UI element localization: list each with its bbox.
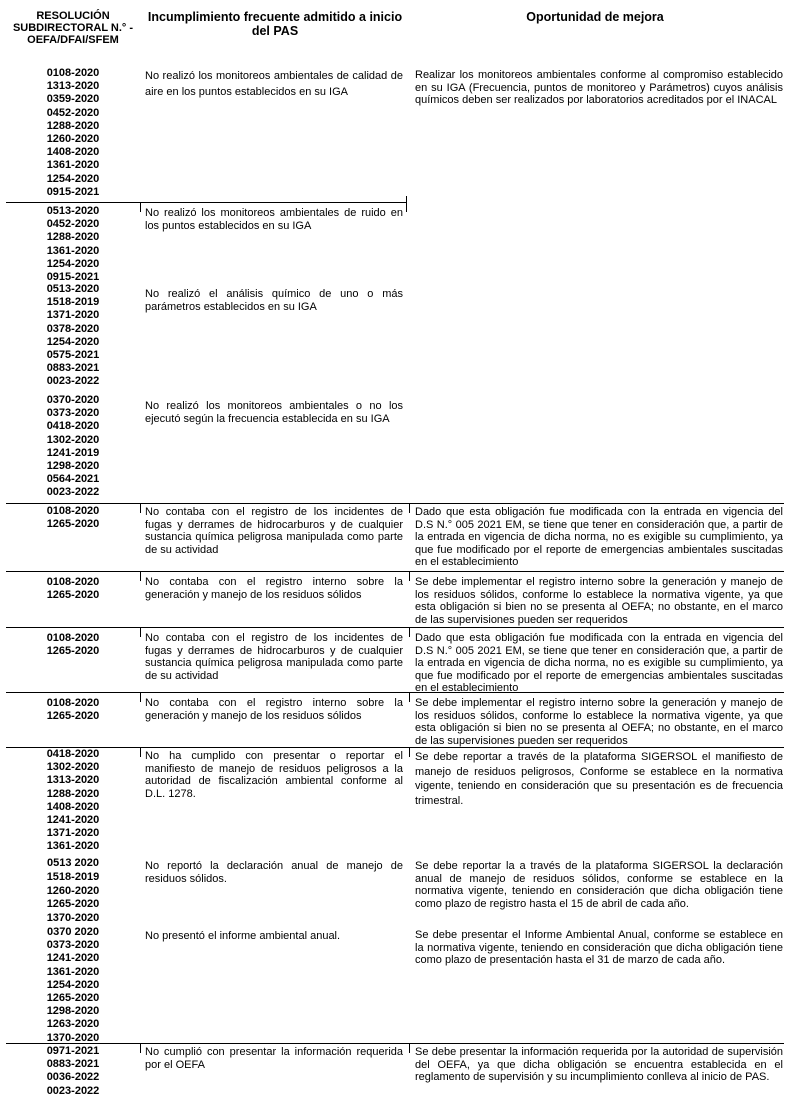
resolution-code: 1265-2020	[46, 992, 100, 1005]
resolution-code: 1265-2020	[46, 589, 100, 602]
column-divider	[140, 1043, 141, 1053]
table-row	[6, 747, 786, 855]
incumplimiento-text: No realizó los monitoreos ambientales de calidad de aire en los puntos establecidos en su IGA	[145, 70, 403, 98]
resolution-code: 1302-2020	[46, 761, 100, 774]
incumplimiento-text: No cumplió con presentar la información requerida por el OEFA	[145, 1046, 403, 1071]
resolution-code: 0513-2020	[46, 205, 100, 217]
resolution-code: 0108-2020	[46, 576, 100, 588]
resolution-code: 0418-2020	[46, 748, 100, 760]
resolution-code: 0513-2020	[46, 283, 100, 295]
table-row	[6, 503, 786, 571]
column-divider	[406, 196, 407, 212]
incumplimiento-text: No contaba con el registro interno sobre la generación y manejo de los residuos sólidos	[145, 576, 403, 601]
incumplimiento-text: No contaba con el registro de los incidentes de fugas y derrames de hidrocarburos y de cualquier sustancia química peligrosa manipulada como parte de su actividad	[145, 506, 403, 556]
table-row	[6, 1043, 786, 1104]
resolution-code: 0575-2021	[46, 349, 100, 362]
resolution-code: 0452-2020	[46, 106, 100, 119]
resolution-codes	[6, 1045, 140, 1098]
table-row	[6, 394, 786, 506]
resolution-codes	[6, 857, 140, 926]
oportunidad-text: Se debe reportar a través de la plataforma SIGERSOL el manifiesto de manejo de residuos peligrosos, Conforme se establece en la normativa vigente, teniendo en consideración que su presentación es de frecuencia trimestral.	[415, 751, 783, 807]
resolution-code: 1371-2020	[46, 309, 100, 322]
resolution-code: 1408-2020	[46, 146, 100, 159]
incumplimiento-text: No realizó los monitoreos ambientales de ruido en los puntos establecidos en su IGA	[145, 207, 403, 232]
resolution-code: 0370-2020	[46, 394, 100, 406]
resolution-code: 1254-2020	[46, 257, 100, 270]
column-divider	[140, 692, 141, 702]
resolution-codes	[6, 505, 140, 531]
resolution-code: 0915-2021	[46, 185, 100, 198]
resolution-code: 1260-2020	[46, 133, 100, 146]
resolution-codes	[6, 632, 140, 658]
resolution-code: 1298-2020	[46, 1005, 100, 1018]
resolution-code: 1241-2020	[46, 952, 100, 965]
table-row	[6, 925, 786, 1045]
resolution-code: 0418-2020	[46, 420, 100, 433]
oportunidad-text: Se debe implementar el registro interno sobre la generación y manejo de los residuos sólidos, conforme lo establece la normativa vigente, ya que esta obligación si bien no se presenta al OEFA; no obstante, en el marco de las supervisiones pueden ser requeridos	[415, 576, 783, 626]
oportunidad-text: Se debe implementar el registro interno sobre la generación y manejo de los residuos sólidos, conforme lo establece la normativa vigente, ya que esta obligación si bien no se presenta al OEFA; no obstante, en el marco de las supervisiones pueden ser requeridos	[415, 697, 783, 747]
resolution-code: 0108-2020	[46, 505, 100, 517]
resolution-code: 1371-2020	[46, 827, 100, 840]
resolution-code: 1298-2020	[46, 460, 100, 473]
oportunidad-text: Se debe presentar el Informe Ambiental Anual, conforme se establece en la normativa vigente, teniendo en consideración que dicha obligación tiene como plazo de presentación hasta el 31 de marzo de cada año.	[415, 929, 783, 967]
resolution-codes	[6, 748, 140, 854]
resolution-code: 0359-2020	[46, 93, 100, 106]
resolution-code: 1361-2020	[46, 965, 100, 978]
incumplimiento-text: No ha cumplido con presentar o reportar el manifiesto de manejo de residuos peligrosos a la autoridad de fiscalización ambiental conforme al D.L. 1278.	[145, 750, 403, 800]
resolution-code: 1370-2020	[46, 1031, 100, 1044]
table-row	[6, 571, 786, 629]
resolution-code: 0378-2020	[46, 322, 100, 335]
resolution-code: 0108-2020	[46, 632, 100, 644]
column-divider	[140, 571, 141, 581]
resolution-codes	[6, 394, 140, 500]
resolution-code: 1288-2020	[46, 119, 100, 132]
oportunidad-text: Realizar los monitoreos ambientales conforme al compromiso establecido en su IGA (Frecuencia, puntos de monitoreo y Parámetros) cuyos análisis químicos deben ser realizados por laboratorios acreditados por el INACAL	[415, 69, 783, 107]
incumplimiento-text: No contaba con el registro interno sobre la generación y manejo de los residuos sólidos	[145, 697, 403, 722]
resolution-code: 0915-2021	[46, 271, 100, 284]
header-resolucion: RESOLUCIÓN SUBDIRECTORAL N.° - OEFA/DFAI/SFEM	[12, 10, 134, 46]
resolution-code: 1361-2020	[46, 244, 100, 257]
incumplimiento-text: No contaba con el registro de los incidentes de fugas y derrames de hidrocarburos y de cualquier sustancia química peligrosa manipulada como parte de su actividad	[145, 632, 403, 682]
incumplimiento-text: No reportó la declaración anual de manejo de residuos sólidos.	[145, 860, 403, 885]
resolution-code: 1518-2019	[46, 870, 100, 883]
incumplimiento-text: No realizó los monitoreos ambientales o no los ejecutó según la frecuencia establecida en su IGA	[145, 400, 403, 425]
resolution-codes	[6, 576, 140, 602]
column-divider	[409, 747, 410, 757]
resolution-code: 1265-2020	[46, 710, 100, 723]
table-row	[6, 66, 786, 200]
resolution-code: 1263-2020	[46, 1018, 100, 1031]
resolution-code: 1408-2020	[46, 800, 100, 813]
header-incumplimiento: Incumplimiento frecuente admitido a inicio del PAS	[147, 10, 403, 38]
table-row	[6, 282, 786, 394]
oportunidad-text: Se debe presentar la información requerida por la autoridad de supervisión del OEFA, ya que dicha obligación se encuentra establecida en el reglamento de supervisión y su incumplimiento conlleva al inicio de PAS.	[415, 1046, 783, 1084]
resolution-code: 0373-2020	[46, 407, 100, 420]
table-row	[6, 627, 786, 695]
resolution-codes	[6, 697, 140, 723]
resolution-code: 0564-2021	[46, 473, 100, 486]
resolution-code: 0108-2020	[46, 697, 100, 709]
resolution-code: 1370-2020	[46, 912, 100, 925]
column-divider	[409, 503, 410, 513]
resolution-code: 0036-2022	[46, 1071, 100, 1084]
resolution-code: 1254-2020	[46, 978, 100, 991]
resolution-codes	[6, 205, 140, 284]
resolution-code: 1241-2020	[46, 814, 100, 827]
column-divider	[409, 692, 410, 702]
resolution-code: 0452-2020	[46, 218, 100, 231]
table-row	[6, 855, 786, 925]
resolution-codes	[6, 67, 140, 199]
resolution-codes	[6, 283, 140, 389]
oportunidad-text: Dado que esta obligación fue modificada con la entrada en vigencia del D.S N.° 005 2021 EM, se tiene que tener en consideración que, a partir de la entrada en vigencia de dicha norma, no es exigible su cumplimiento, ya que fue modificado por el reporte de emergencias ambientales suscitadas en el establecimiento	[415, 506, 783, 569]
resolution-code: 1260-2020	[46, 884, 100, 897]
resolution-code: 1361-2020	[46, 840, 100, 853]
resolution-code: 0023-2022	[46, 1084, 100, 1097]
resolution-code: 0373-2020	[46, 939, 100, 952]
column-divider	[140, 627, 141, 637]
incumplimiento-text: No presentó el informe ambiental anual.	[145, 930, 341, 942]
resolution-code: 1518-2019	[46, 296, 100, 309]
resolution-code: 0023-2022	[46, 486, 100, 499]
column-divider	[409, 571, 410, 581]
resolution-code: 1265-2020	[46, 898, 100, 911]
column-divider	[140, 503, 141, 513]
resolution-code: 1254-2020	[46, 335, 100, 348]
header-oportunidad: Oportunidad de mejora	[526, 10, 664, 24]
column-divider	[409, 627, 410, 637]
resolution-code: 1302-2020	[46, 433, 100, 446]
column-divider	[409, 1043, 410, 1053]
oportunidad-text: Se debe reportar la a través de la plataforma SIGERSOL la declaración anual de manejo de residuos sólidos, conforme se establece en la normativa vigente, teniendo en consideración que dicha obligación tiene como plazo de registro hasta el 15 de abril de cada año.	[415, 860, 783, 910]
resolution-code: 0971-2021	[46, 1045, 100, 1057]
resolution-code: 1288-2020	[46, 787, 100, 800]
table-row	[6, 692, 786, 748]
resolution-code: 1313-2020	[46, 774, 100, 787]
resolution-codes	[6, 926, 140, 1045]
resolution-code: 0108-2020	[46, 67, 100, 79]
table-row	[6, 202, 786, 282]
resolution-code: 0023-2022	[46, 375, 100, 388]
resolution-code: 0883-2021	[46, 362, 100, 375]
resolution-code: 0513 2020	[47, 857, 99, 869]
resolution-code: 1313-2020	[46, 80, 100, 93]
oportunidad-text: Dado que esta obligación fue modificada con la entrada en vigencia del D.S N.° 005 2021 EM, se tiene que tener en consideración que, a partir de la entrada en vigencia de dicha norma, no es exigible su cumplimiento, ya que fue modificado por el reporte de emergencias ambientales suscitadas en el establecimiento	[415, 632, 783, 695]
column-divider	[140, 747, 141, 757]
resolution-code: 1288-2020	[46, 231, 100, 244]
resolution-code: 1265-2020	[46, 645, 100, 658]
resolution-code: 1265-2020	[46, 518, 100, 531]
incumplimiento-text: No realizó el análisis químico de uno o más parámetros establecidos en su IGA	[145, 288, 403, 313]
resolution-code: 1254-2020	[46, 172, 100, 185]
resolution-code: 0883-2021	[46, 1058, 100, 1071]
resolution-code: 1241-2019	[46, 446, 100, 459]
resolution-code: 1361-2020	[46, 159, 100, 172]
column-divider	[140, 202, 141, 212]
resolution-code: 0370 2020	[47, 926, 99, 938]
